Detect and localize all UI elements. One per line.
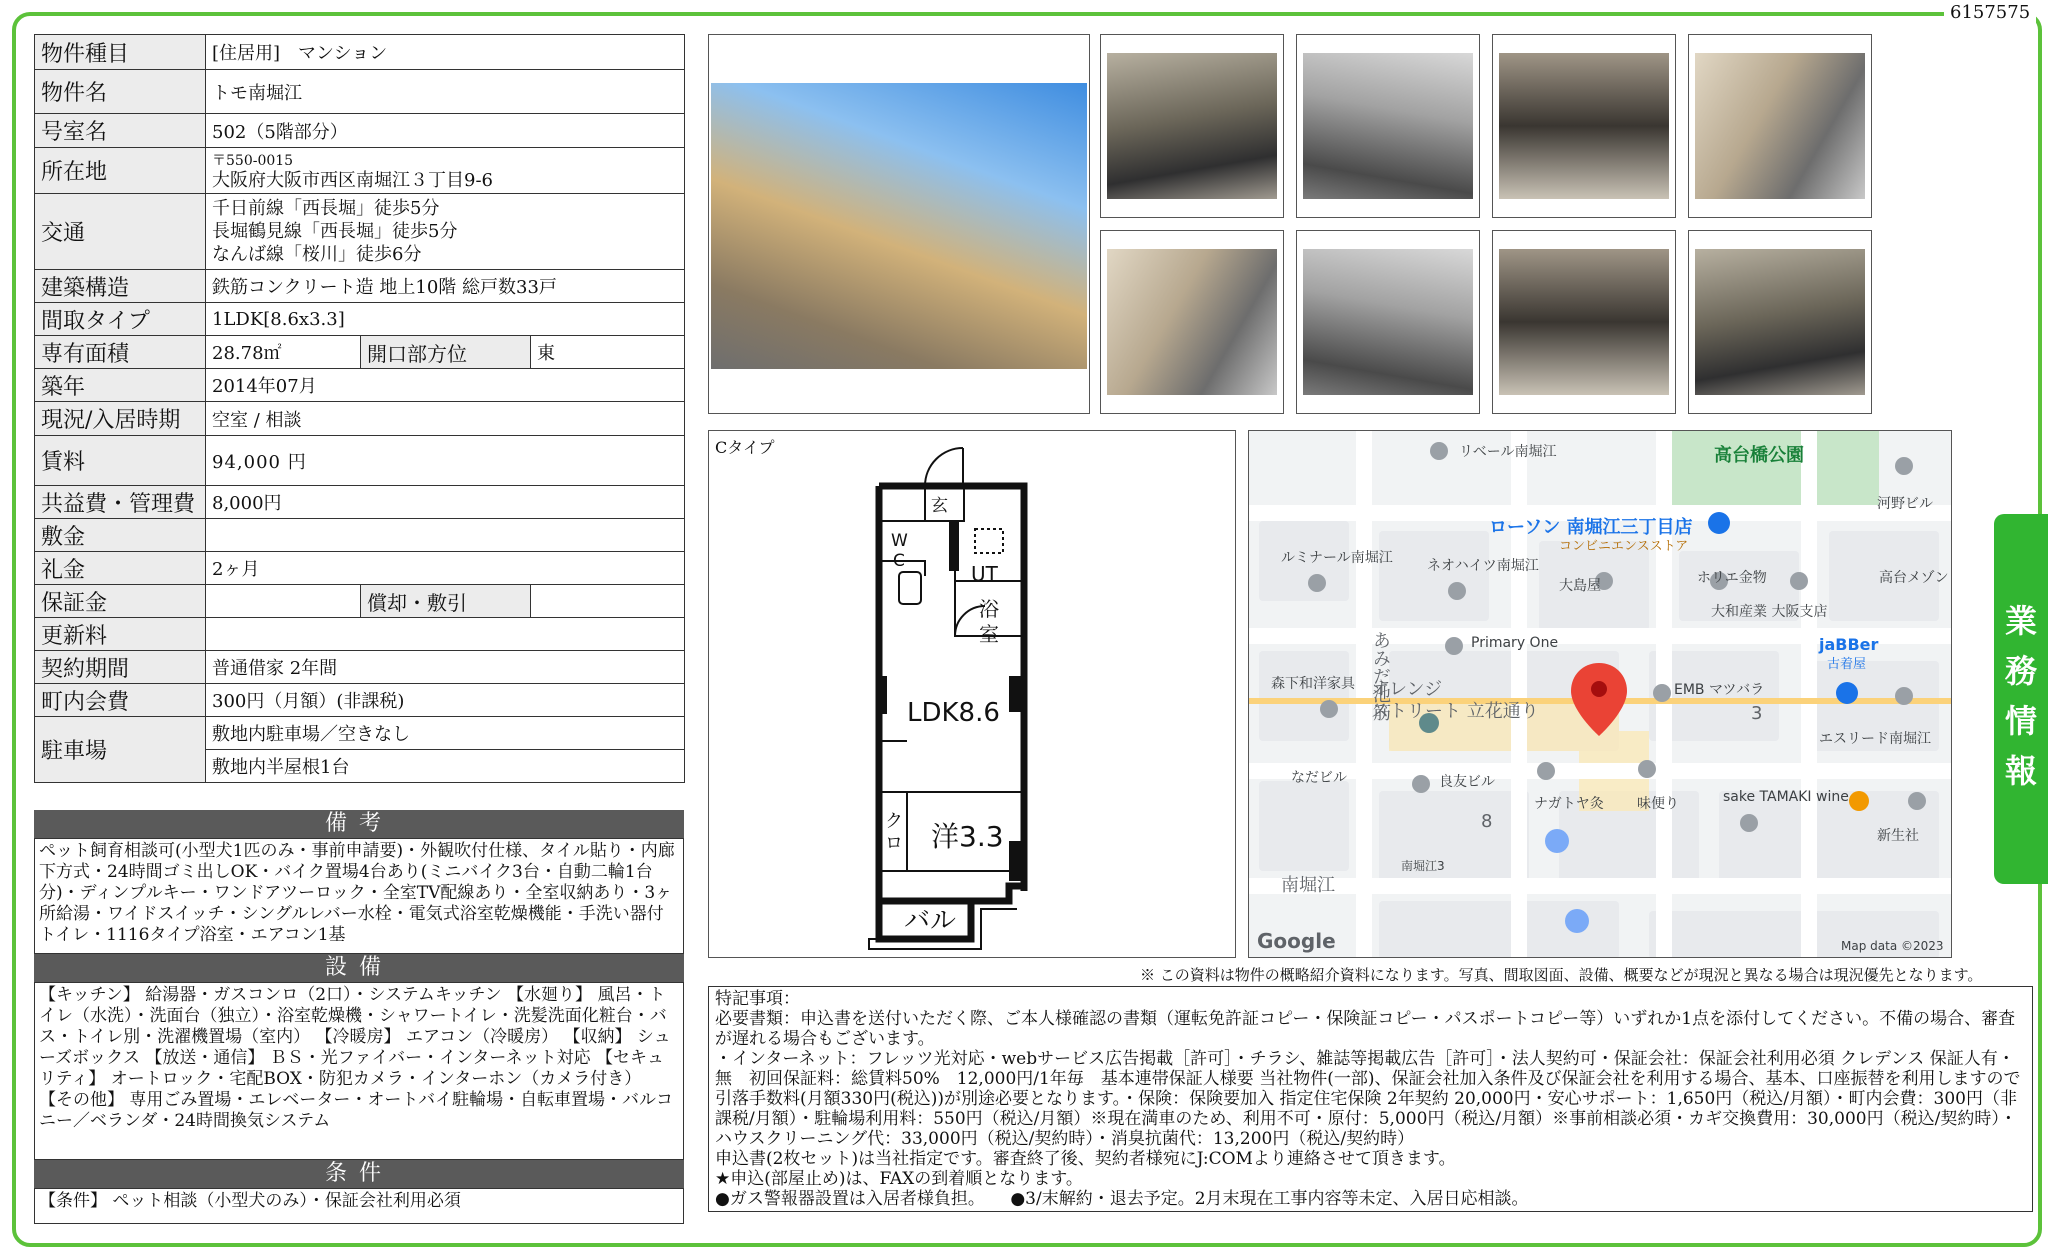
- area-value: 28.78㎡: [206, 336, 361, 369]
- intercom-photo: [1688, 34, 1872, 218]
- deposit-label: 敷金: [35, 519, 206, 552]
- renewal-label: 更新料: [35, 618, 206, 651]
- status-label: 現況/入居時期: [35, 402, 206, 436]
- map-label-morishita: 森下和洋家具: [1271, 676, 1355, 692]
- status-value: 空室 / 相談: [206, 402, 685, 436]
- room-closet-2: ロ: [885, 833, 903, 854]
- layout-label: 間取タイプ: [35, 303, 206, 336]
- map-label-horie: ホリエ金物: [1697, 570, 1767, 586]
- room-western: 洋3.3: [931, 820, 1004, 853]
- business-info-tab[interactable]: [1994, 514, 2048, 884]
- map-label-orange-1: オレンジ: [1371, 679, 1443, 700]
- transit-line-2: 長堀鶴見線「西長堀」徒歩5分: [212, 221, 458, 242]
- map-label-neoheights: ネオハイツ南堀江: [1427, 558, 1539, 574]
- fee-label: 共益費・管理費: [35, 486, 206, 519]
- map-label-park: 高台橋公園: [1714, 445, 1804, 466]
- map-label-minamihorie: 南堀江: [1281, 875, 1335, 896]
- structure-label: 建築構造: [35, 270, 206, 303]
- map-label-ryoyu: 良友ビル: [1439, 774, 1495, 790]
- map-label-luminar: ルミナール南堀江: [1281, 550, 1393, 566]
- guarantee-value: [206, 585, 361, 618]
- exterior-photo: [708, 34, 1090, 414]
- guarantee-label: 保証金: [35, 585, 206, 618]
- jouken-heading: 条件: [34, 1160, 684, 1188]
- map-label-primary: Primary One: [1471, 635, 1559, 651]
- fee-value: 8,000円: [206, 486, 685, 519]
- special-remarks: 特記事項： 必要書類：申込書を送付いただく際、ご本人様確認の書類（運転免許証コピー・保険証コピー・パスポートコピー等）いずれか1点を添付してください。不備の場合、審査が遅れる場合もございます。 ・インターネット：フレッツ光対応・webサービス広告掲載［許可］・チラシ、雑誌等掲載広告［許可］・法人契約可・保証会社：保証会社利用必須 クレデンス 保証人有・無 初回保証料：総賃料50% 12,000円/1年毎 基本連帯保証人様要 当社物件(一部)、保証会社加入条件及び保証会社を利用する場合、基本、口座振替を利用しますので引落手数料(月額330円(税込))が別途必要となります。・保険：保険要加入 指定住宅保険 2年契約 20,000円・安心サポート：1,650円（税込/月額）・町内会費：300円（非課税/月額）・駐輪場利用料：550円（税込/月額）※現在満車のため、利用不可・原付：5,000円（税込/月額）※事前相談必須・カギ交換費用：30,000円（税込/契約時）・ハウスクリーニング代：33,000円（税込/契約時）・消臭抗菌代：13,200円（税込/契約時） 申込書(2枚セット)は当社指定です。審査終了後、契約者様宛にJ:COMより連絡させて頂きます。 ★申込(部屋止め)は、FAXの到着順となります。 ●ガス警報器設置は入居者様負担。 ●3/末解約・退去予定。2月末現在工事内容等未定、入居日応相談。: [708, 986, 2033, 1212]
- side-tab-char-3: 情: [2004, 702, 2037, 740]
- room-value: 502（5階部分）: [206, 114, 685, 148]
- contract-value: 普通借家 2年間: [206, 651, 685, 684]
- amortization-label: 償却・敷引: [361, 585, 531, 618]
- transit-line-1: 千日前線「西長堀」徒歩5分: [212, 198, 440, 219]
- map-label-block-3: 3: [1751, 703, 1763, 724]
- entrance-photo: [1100, 34, 1284, 218]
- floor-plan-drawing: [709, 431, 1237, 959]
- room-wc-c: C: [893, 551, 905, 571]
- side-tab-char-4: 報: [2004, 752, 2037, 790]
- map-label-esreed: エスリード南堀江: [1819, 731, 1931, 747]
- area-map[interactable]: [1248, 430, 1952, 958]
- map-label-takadai: 高台メゾン: [1879, 570, 1949, 586]
- entrance-2-photo: [1100, 230, 1284, 414]
- direction-label: 開口部方位: [361, 336, 531, 369]
- amortization-value: [531, 585, 685, 618]
- jouken-text: 【条件】 ペット相談（小型犬のみ）・保証会社利用必須: [34, 1188, 684, 1224]
- rent-label: 賃料: [35, 436, 206, 486]
- transit-label: 交通: [35, 194, 206, 270]
- contract-label: 契約期間: [35, 651, 206, 684]
- parking-value-2: 敷地内半屋根1台: [206, 750, 685, 783]
- room-bath-2: 室: [979, 622, 999, 646]
- map-label-sake: sake TAMAKI wine: [1723, 789, 1849, 805]
- room-label: 号室名: [35, 114, 206, 148]
- layout-value: 1LDK[8.6x3.3]: [206, 303, 685, 336]
- map-label-yamato: 大和産業 大阪支店: [1711, 604, 1828, 620]
- bikou-text: ペット飼育相談可(小型犬1匹のみ・事前申請要)・外観吹付仕様、タイル貼り・内廊下方式・24時間ゴミ出しOK・バイク置場4台あり(ミニバイク3台・自動二輪1台分)・ディンプルキー・ワンドアツーロック・全室TV配線あり・全室収納あり・3ヶ所給湯・ワイドスイッチ・シングルレバー水栓・電気式浴室乾燥機能・手洗い器付トイレ・1116タイプ浴室・エアコン1基: [34, 838, 684, 954]
- key-money-label: 礼金: [35, 552, 206, 585]
- lobby-2-photo: [1296, 230, 1480, 414]
- map-label-oshimaya: 大島屋: [1559, 578, 1601, 594]
- room-wc-w: W: [891, 531, 908, 551]
- parking-label: 駐車場: [35, 717, 206, 783]
- floor-plan: [708, 430, 1236, 958]
- mailbox-photo: [1688, 230, 1872, 414]
- map-data-credit: Map data ©2023: [1841, 939, 1944, 953]
- map-label-emb: EMB マツバラ: [1674, 682, 1765, 698]
- map-label-block-8: 8: [1481, 811, 1493, 832]
- google-logo: Google: [1257, 929, 1336, 953]
- map-label-ajibenri: 味便り: [1637, 796, 1679, 812]
- address-label: 所在地: [35, 148, 206, 194]
- room-closet-1: ク: [885, 811, 903, 832]
- map-label-riveru: リベール南堀江: [1459, 444, 1557, 460]
- room-bath-1: 浴: [979, 597, 999, 621]
- map-label-orange-2: ストリート 立花通り: [1371, 701, 1539, 722]
- document-id: 6157575: [1944, 2, 2036, 23]
- renewal-value: [206, 618, 685, 651]
- elevator-hall-photo: [1492, 34, 1676, 218]
- map-label-jabber: jaBBer: [1819, 635, 1879, 654]
- map-label-shinsei: 新生社: [1877, 828, 1919, 844]
- built-label: 築年: [35, 369, 206, 402]
- rent-value: 94,000 円: [206, 436, 685, 486]
- map-label-kawano: 河野ビル: [1877, 496, 1933, 512]
- map-label-nada: なだビル: [1291, 770, 1347, 786]
- direction-value: 東: [531, 336, 685, 369]
- side-tab-char-2: 務: [2004, 652, 2037, 690]
- type-label: 物件種目: [35, 35, 206, 70]
- floor-plan-type: Cタイプ: [715, 438, 775, 457]
- property-spec-table: [34, 34, 685, 783]
- community-fee-label: 町内会費: [35, 684, 206, 717]
- transit-line-3: なんば線「桜川」徒歩6分: [212, 244, 422, 265]
- map-label-convenience: コンビニエンスストア: [1559, 539, 1689, 554]
- bikou-heading: 備考: [34, 810, 684, 838]
- room-ut: UT: [971, 562, 998, 586]
- side-tab-char-1: 業: [2004, 602, 2037, 640]
- setsubi-text: 【キッチン】 給湯器・ガスコンロ（2口）・システムキッチン 【水廻り】 風呂・トイレ（水洗）・洗面台（独立）・浴室乾燥機・シャワートイレ・洗髪洗面化粧台・バス・トイレ別・洗濯機置場（室内） 【冷暖房】 エアコン（冷暖房） 【収納】 シューズボックス 【放送・通信】 ＢＳ・光ファイバー・インターネット対応 【セキュリティ】 オートロック・宅配BOX・防犯カメラ・インターホン（カメラ付き） 【その他】 専用ごみ置場・エレベーター・オートバイ駐輪場・自転車置場・バルコニー／ベランダ・24時間換気システム: [34, 982, 684, 1160]
- map-label-furugi: 古着屋: [1827, 657, 1867, 672]
- area-label: 専有面積: [35, 336, 206, 369]
- room-ldk: LDK8.6: [907, 698, 1000, 728]
- map-label-nagatoya: ナガトヤ灸: [1534, 796, 1604, 812]
- map-drawing: [1249, 431, 1952, 958]
- name-label: 物件名: [35, 70, 206, 114]
- key-money-value: 2ヶ月: [206, 552, 685, 585]
- room-balcony: バル: [904, 906, 957, 936]
- type-value: [住居用] マンション: [206, 35, 685, 70]
- setsubi-heading: 設備: [34, 954, 684, 982]
- lobby-photo: [1296, 34, 1480, 218]
- room-genkan: 玄: [931, 496, 948, 516]
- map-label-lawson: ローソン 南堀江三丁目店: [1489, 517, 1693, 538]
- structure-value: 鉄筋コンクリート造 地上10階 総戸数33戸: [206, 270, 685, 303]
- name-value: トモ南堀江: [206, 70, 685, 114]
- address-value: 大阪府大阪市西区南堀江３丁目9-6: [212, 169, 493, 191]
- map-label-minamihorie3: 南堀江3: [1401, 859, 1445, 873]
- disclaimer-notice: ※ この資料は物件の概略紹介資料になります。写真、間取図面、設備、概要などが現況と異なる場合は現況優先となります。: [1140, 966, 1983, 984]
- community-fee-value: 300円（月額）(非課税): [206, 684, 685, 717]
- postal-code: 〒550-0015: [212, 152, 294, 169]
- parking-value-1: 敷地内駐車場／空きなし: [206, 717, 685, 750]
- built-value: 2014年07月: [206, 369, 685, 402]
- elevator-photo: [1492, 230, 1676, 414]
- map-label-amida: あみだ池筋: [1370, 631, 1391, 721]
- deposit-value: [206, 519, 685, 552]
